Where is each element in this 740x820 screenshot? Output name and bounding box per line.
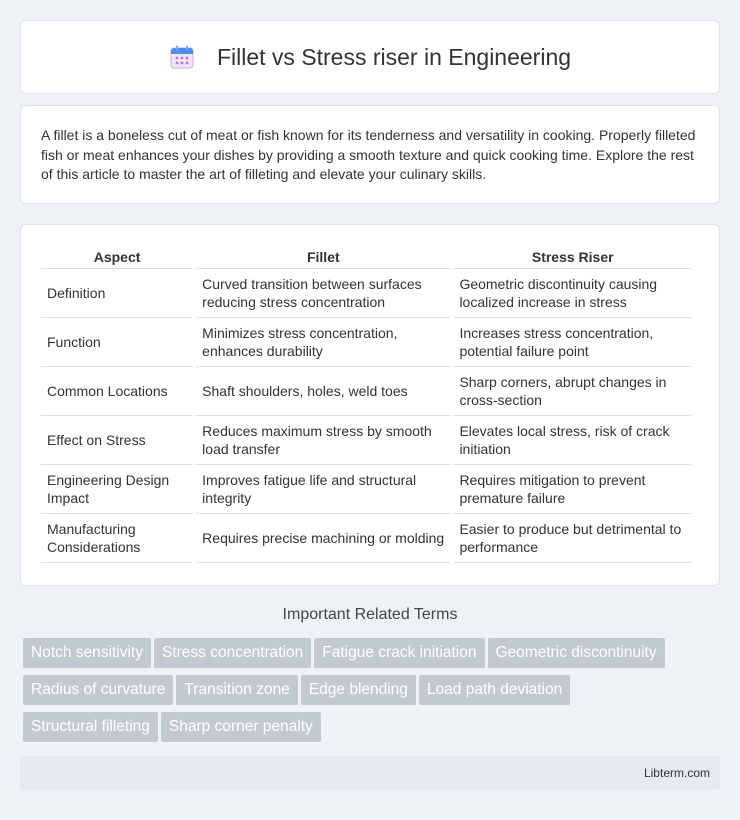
related-terms-list bbox=[23, 638, 723, 749]
table-row bbox=[41, 269, 692, 318]
table-cell-aspect: Common Locations bbox=[41, 367, 193, 416]
related-term-tag[interactable]: Geometric discontinuity bbox=[488, 638, 665, 668]
comparison-table bbox=[38, 243, 695, 563]
column-header-stress-riser: Stress Riser bbox=[453, 243, 692, 269]
related-term-tag[interactable]: Sharp corner penalty bbox=[161, 712, 321, 742]
column-header-fillet: Fillet bbox=[196, 243, 450, 269]
table-cell-stress-riser: Easier to produce but detrimental to performance bbox=[453, 514, 692, 563]
footer-site-link[interactable]: Libterm.com bbox=[643, 766, 710, 780]
intro-text: A fillet is a boneless cut of meat or fish known for its tenderness and versatility in cooking. Properly filleted fish or meat enhances your dishes by providing a smooth texture and quick cooking time. Explore the rest of this article to master the art of filleting and elevate your culinary skills. bbox=[41, 127, 696, 182]
table-row bbox=[41, 318, 692, 367]
table-row bbox=[41, 514, 692, 563]
related-term-tag[interactable]: Structural filleting bbox=[23, 712, 158, 742]
intro-card bbox=[20, 105, 720, 204]
footer bbox=[20, 756, 720, 790]
comparison-card bbox=[20, 224, 720, 586]
table-cell-aspect: Manufacturing Considerations bbox=[41, 514, 193, 563]
table-cell-aspect: Function bbox=[41, 318, 193, 367]
table-row bbox=[41, 367, 692, 416]
column-header-aspect: Aspect bbox=[41, 243, 193, 269]
page-title: Fillet vs Stress riser in Engineering bbox=[216, 43, 572, 70]
table-row bbox=[41, 465, 692, 514]
table-cell-aspect: Definition bbox=[41, 269, 193, 318]
related-term-tag[interactable]: Fatigue crack initiation bbox=[314, 638, 484, 668]
table-cell-fillet: Improves fatigue life and structural integrity bbox=[196, 465, 450, 514]
related-terms-title: Important Related Terms bbox=[282, 606, 458, 623]
table-cell-stress-riser: Requires mitigation to prevent premature failure bbox=[453, 465, 692, 514]
table-header-row bbox=[41, 243, 692, 269]
table-cell-fillet: Curved transition between surfaces reducing stress concentration bbox=[196, 269, 450, 318]
table-cell-stress-riser: Sharp corners, abrupt changes in cross-section bbox=[453, 367, 692, 416]
related-term-tag[interactable]: Load path deviation bbox=[419, 675, 570, 705]
calendar-icon bbox=[169, 44, 195, 70]
table-cell-stress-riser: Increases stress concentration, potential failure point bbox=[453, 318, 692, 367]
title-card bbox=[20, 20, 720, 94]
related-term-tag[interactable]: Transition zone bbox=[176, 675, 297, 705]
table-cell-aspect: Effect on Stress bbox=[41, 416, 193, 465]
table-cell-stress-riser: Geometric discontinuity causing localized increase in stress bbox=[453, 269, 692, 318]
table-cell-fillet: Shaft shoulders, holes, weld toes bbox=[196, 367, 450, 416]
table-cell-fillet: Reduces maximum stress by smooth load transfer bbox=[196, 416, 450, 465]
table-cell-aspect: Engineering Design Impact bbox=[41, 465, 193, 514]
table-cell-fillet: Requires precise machining or molding bbox=[196, 514, 450, 563]
table-cell-fillet: Minimizes stress concentration, enhances durability bbox=[196, 318, 450, 367]
table-row bbox=[41, 416, 692, 465]
related-term-tag[interactable]: Notch sensitivity bbox=[23, 638, 151, 668]
related-term-tag[interactable]: Radius of curvature bbox=[23, 675, 173, 705]
related-term-tag[interactable]: Edge blending bbox=[301, 675, 416, 705]
table-cell-stress-riser: Elevates local stress, risk of crack initiation bbox=[453, 416, 692, 465]
related-term-tag[interactable]: Stress concentration bbox=[154, 638, 311, 668]
